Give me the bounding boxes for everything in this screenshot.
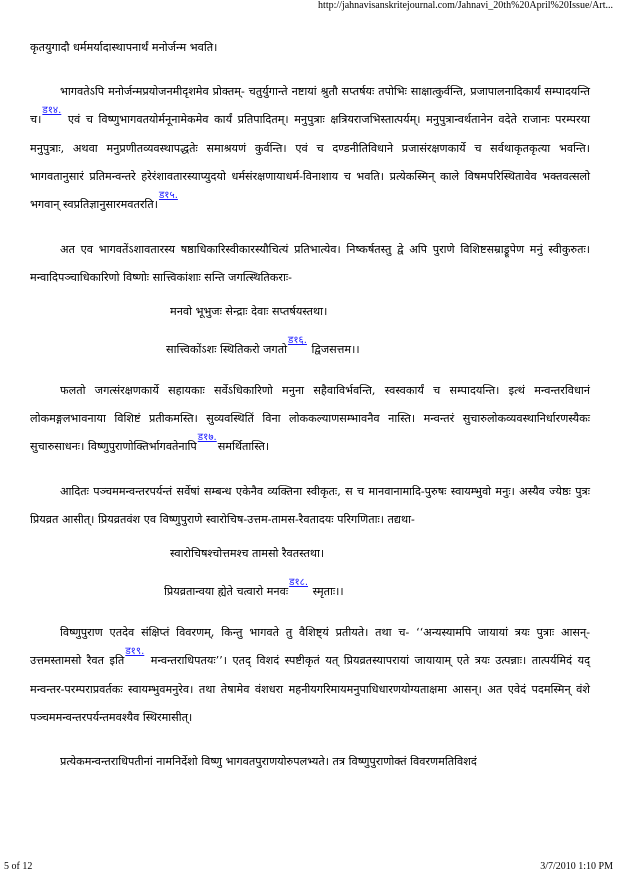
paragraph-3: [30, 377, 590, 462]
verse-1-line-1: [30, 300, 590, 324]
footnote-link-15[interactable]: ड१५.: [158, 190, 178, 201]
paragraph-6-text: प्रत्येकमन्वन्तराधिपतीनां नामनिर्देशो विष्णु भागवतपुराणयोरुपलभ्यते। तत्र विष्णुपुराणोक्तं विवरणमतिविशदं: [60, 755, 477, 768]
paragraph-0: [30, 34, 590, 62]
print-datetime: 3/7/2010 1:10 PM: [540, 861, 613, 872]
paragraph-2-text: अत एव भागवतेंऽशावतारस्य षष्ठाधिकारिस्वीकारस्यौचित्यं प्रतिभात्येव। निष्कर्षतस्तु द्वे अपि पुराणे विशिष्टसम्राड्रूपेण मनुं स्वीकुरुतः। मन्वादिपञ्चाधिकारिणो विष्णोः सात्त्विकांशाः सन्ति जगत्स्थितिकराः-: [30, 243, 590, 284]
verse-2-line-2: [30, 577, 590, 605]
verse-2-line-2-text: प्रियव्रतान्वया ह्येते चत्वारो मनवः: [164, 585, 289, 598]
paragraph-3-text-a: फलतो जगत्संरक्षणकार्ये सहायकाः सर्वेऽधिकारिणो मनुना सहैवाविर्भवन्ति, स्वस्वकार्यं च सम्पादयन्ति। इत्थं मन्वन्तरविधानं लोकमङ्गलभावनाया विशिष्टं प्रतीकमस्ति। सुव्यवस्थितिं विना लोककल्याणसम्भावनैव नास्ति। मन्वन्तरं सुचारुलोकव्यवस्थानिर्धारणस्यैकः सुचारुसाधनः। विष्णुपुराणोक्तिर्भागवतेनापि: [30, 384, 590, 453]
paragraph-2: [30, 236, 590, 292]
verse-2-line-1: [30, 542, 590, 566]
paragraph-4-text: आदितः पञ्चममन्वन्तरपर्यन्तं सर्वेषां सम्बन्ध एकेनैव व्यक्तिना स्वीकृतः, स च मानवानामादि-पुरुषः स्वायम्भुवो मनुः। अस्यैव ज्येष्ठः पुत्रः प्रियव्रत आसीत्। प्रियव्रतवंश एव विष्णुपुराणे स्वारोचिष-उत्तम-तामस-रैवतादयः परिगणिताः। तद्यथा-: [30, 485, 590, 526]
paragraph-6: [30, 748, 590, 776]
paragraph-1-text-b: एवं च विष्णुभागवतयोर्मनूनामेकमेव कार्यं प्रतिपादितम्। मनुपुत्राः क्षत्रियराजभिस्तात्पर्यम्। मनुपुत्रान्वर्थतानेन वदेते राजानः परम्परया मनुपुत्राः, अथवा मनुप्रणीतव्यवस्थापद्धतेः समाश्रयणं कुर्वन्ति। एवं च दण्डनीतिविधाने प्रजासंरक्षणकार्ये च सर्वथाकृतकृत्या भवन्ति। भागवतानुसारं प्रतिमन्वन्तरे हरेरंशावतारस्याप्युदयो धर्मसंरक्षणायाधर्म-विनाशाय च भवति। प्रत्येकस्मिन् काले विषमपरिस्थितावेव भक्तवत्सलो भगवान् स्वप्रतिज्ञानुसारमवतरति।: [30, 113, 590, 211]
verse-1-line-1-text: मनवो भूभुजः सेन्द्राः देवाः सप्तर्षयस्तथा।: [170, 305, 328, 318]
verse-1-line-2-end: द्विजसत्तम।।: [311, 343, 360, 356]
paragraph-5-text-a: विष्णुपुराण एतदेव संक्षिप्तं विवरणम्, किन्तु भागवते तु वैशिष्ट्यं प्रतीयते। तथा च- ‘‘अन्यस्यामपि जायायां त्रयः पुत्राः आसन्- उत्तमस्तामसो रैवत इति: [30, 626, 590, 667]
footnote-link-16[interactable]: ड१६.: [287, 335, 307, 346]
paragraph-5: [30, 619, 590, 732]
paragraph-1-text-a: भागवतेऽपि मनोर्जन्मप्रयोजनमीदृशमेव प्रोक्तम्- चतुर्युगान्ते नष्टायां श्रुतौ सप्तर्षयः तपोभिः साक्षात्कुर्वन्ति, प्रजापालनादिकार्यं सम्पादयन्ति च।: [30, 85, 590, 126]
footnote-link-17[interactable]: ड१७.: [197, 432, 217, 443]
paragraph-0-text: कृतयुगादौ धर्ममर्यादास्थापनार्थं मनोर्जन्म भवति।: [30, 41, 218, 54]
footnote-link-18[interactable]: ड१८.: [289, 577, 309, 588]
page-number: 5 of 12: [4, 861, 33, 872]
verse-1-line-2: [30, 335, 590, 363]
paragraph-4: [30, 478, 590, 534]
verse-2-line-2-end: स्मृताः।।: [312, 585, 344, 598]
verse-1-line-2-text: सात्त्विकोंऽशः स्थितिकरो जगतो: [166, 343, 287, 356]
article-body: [30, 34, 590, 792]
footnote-link-19[interactable]: ड१९.: [125, 646, 145, 657]
header-url: http://jahnavisanskritejournal.com/Jahnavi_20th%20April%20Issue/Art...: [318, 0, 613, 11]
paragraph-5-text-b: मन्वन्तराधिपतयः’’। एतद् विशदं स्पष्टीकृतं यत् प्रियव्रतस्यापरायां जायायाम् एते त्रयः उत्पन्नाः। तात्पर्यमिदं यद् मन्वन्तर-परम्पराप्रवर्तकः स्वायम्भुवमनुरेव। तथा तेषामेव वंशधरा महनीयगरिमायमनुपाधिधारणयोग्यताक्षमा आसन्। अत एवेदं पदमस्मिन् वंशे पञ्चममन्वन्तरपर्यन्तमवश्यैव स्थिरमासीत्।: [30, 654, 591, 724]
paragraph-3-text-b: समर्थितास्ति।: [217, 440, 270, 453]
verse-2-line-1-text: स्वारोचिषश्चोत्तमश्च तामसो रैवतस्तथा।: [170, 547, 325, 560]
footnote-link-14[interactable]: ड१४.: [42, 105, 62, 116]
paragraph-1: [30, 78, 590, 220]
